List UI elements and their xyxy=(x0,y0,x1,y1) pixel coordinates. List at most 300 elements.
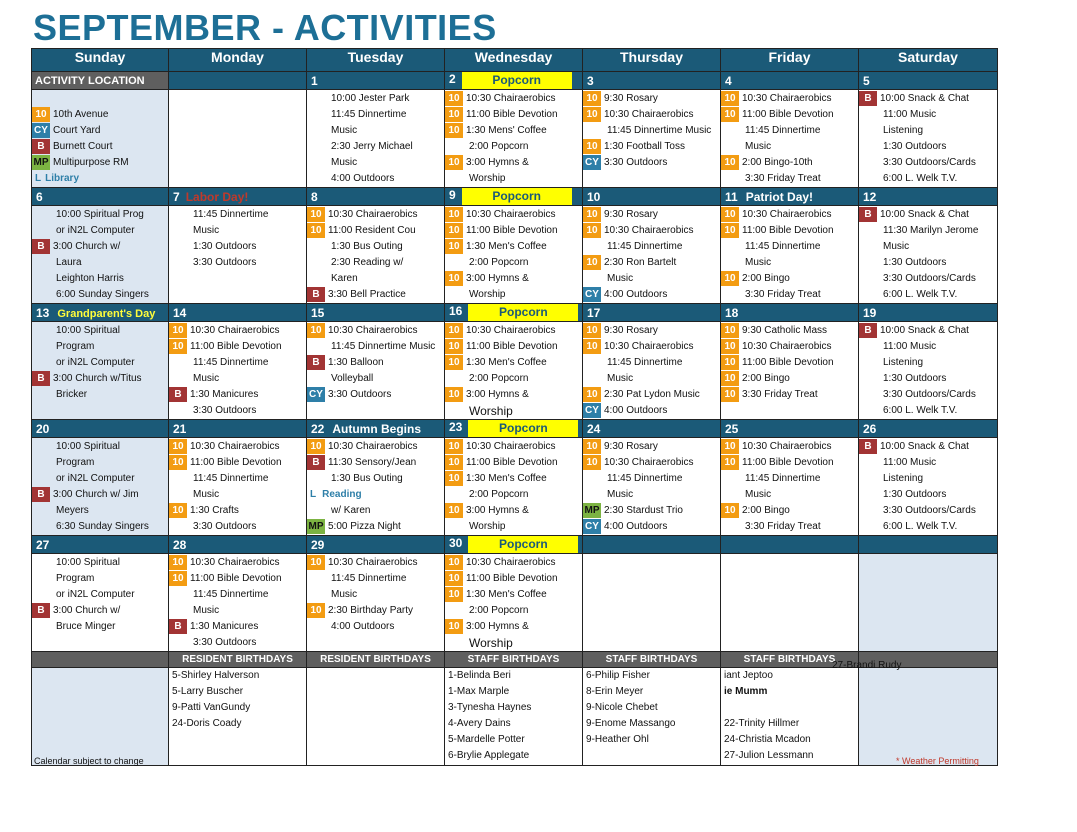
activity-item xyxy=(445,91,582,107)
date-number: 14 xyxy=(173,305,187,320)
activity-text: 10:30 Chairaerobics xyxy=(604,225,694,236)
activity-text: 11:45 Dinnertime xyxy=(745,241,821,252)
activity-text: Karen xyxy=(331,273,358,284)
activity-text: 3:00 Church w/ Jim xyxy=(53,489,139,500)
activity-item xyxy=(445,455,582,471)
activity-text: 11:45 Dinnertime xyxy=(331,109,407,120)
activity-item xyxy=(169,635,306,651)
activity-item xyxy=(445,355,582,371)
day-activities xyxy=(32,322,168,403)
activity-item xyxy=(445,619,582,635)
activity-text: 10:30 Chairaerobics xyxy=(190,557,280,568)
activity-item xyxy=(583,91,720,107)
week-body-row xyxy=(32,322,998,420)
birthday-cell xyxy=(32,668,169,766)
birthday-entry: 5-Larry Buscher xyxy=(172,686,244,697)
activity-text: Bruce Minger xyxy=(56,621,116,632)
legend-label: 10th Avenue xyxy=(53,109,109,120)
date-header xyxy=(583,420,721,438)
day-cell xyxy=(859,438,998,536)
location-tag-10: 10 xyxy=(721,339,739,354)
activity-text: 1:30 Bus Outing xyxy=(331,241,403,252)
birthday-entry: 8-Erin Meyer xyxy=(586,686,644,697)
activity-text: 2:30 Ron Bartelt xyxy=(604,257,677,268)
location-tag-b: B xyxy=(169,387,187,402)
activity-text: 11:00 Bible Devotion xyxy=(742,225,834,236)
activity-item xyxy=(445,387,582,403)
day-activities xyxy=(721,554,858,555)
activity-text: 11:00 Bible Devotion xyxy=(190,457,282,468)
activity-text: Music xyxy=(745,141,772,152)
activity-location-title: ACTIVITY LOCATION xyxy=(32,72,169,90)
activity-item xyxy=(32,439,168,455)
date-header xyxy=(32,420,169,438)
day-activities xyxy=(583,90,720,171)
activity-text: 11:45 Dinnertime Music xyxy=(331,341,436,352)
location-tag-10: 10 xyxy=(307,603,325,618)
day-cell xyxy=(169,438,307,536)
date-number: 2 xyxy=(449,72,456,86)
activity-item xyxy=(445,207,582,223)
activity-item xyxy=(859,387,997,403)
activity-item xyxy=(721,171,858,187)
day-activities xyxy=(445,206,582,303)
activity-text: Music xyxy=(745,489,772,500)
date-number: 17 xyxy=(587,305,601,320)
birthday-header xyxy=(32,652,169,668)
location-tag-b: B xyxy=(859,207,877,222)
weekday-thursday: Thursday xyxy=(583,49,721,72)
birthday-entry: ie Mumm xyxy=(724,686,768,697)
activity-item xyxy=(169,619,306,635)
day-activities xyxy=(859,322,997,419)
location-tag-10: 10 xyxy=(445,155,463,170)
activity-item xyxy=(859,403,997,419)
weekday-saturday: Saturday xyxy=(859,49,998,72)
location-tag-10: 10 xyxy=(721,387,739,402)
activity-text: 1:30 Crafts xyxy=(190,505,239,516)
activity-item xyxy=(307,107,444,123)
legend-label: Court Yard xyxy=(53,125,101,136)
location-tag-10: 10 xyxy=(445,587,463,602)
activity-text: 9:30 Rosary xyxy=(604,441,658,452)
activity-item xyxy=(445,519,582,535)
legend-item xyxy=(32,123,168,139)
activity-text: 10:00 Jester Park xyxy=(331,93,410,104)
activity-item xyxy=(721,471,858,487)
activity-item xyxy=(307,471,444,487)
activity-item xyxy=(445,471,582,487)
activity-text: 2:00 Popcorn xyxy=(469,257,529,268)
activity-text: 2:30 Birthday Party xyxy=(328,605,414,616)
day-cell xyxy=(583,322,721,420)
activity-item xyxy=(307,155,444,171)
activity-text: 1:30 Bus Outing xyxy=(331,473,403,484)
activity-text: or iN2L Computer xyxy=(56,225,135,236)
activity-item xyxy=(859,123,997,139)
day-cell xyxy=(583,90,721,188)
date-header xyxy=(445,72,583,90)
activity-text: 10:30 Chairaerobics xyxy=(604,341,694,352)
activity-item xyxy=(859,155,997,171)
birthday-header: STAFF BIRTHDAYS xyxy=(583,652,721,668)
date-header xyxy=(445,188,583,206)
activity-item xyxy=(307,323,444,339)
activity-text: 10:00 Snack & Chat xyxy=(880,441,969,452)
date-header xyxy=(445,536,583,554)
activity-text: 11:45 Dinnertime xyxy=(193,209,269,220)
activity-text: 11:00 Bible Devotion xyxy=(742,457,834,468)
activity-item xyxy=(583,455,720,471)
popcorn-banner: Popcorn xyxy=(468,536,578,553)
activity-item xyxy=(445,255,582,271)
day-activities xyxy=(583,438,720,535)
birthday-entry: 22-Trinity Hillmer xyxy=(724,718,800,729)
activity-text: 6:30 Sunday Singers xyxy=(56,521,149,532)
activity-item xyxy=(445,635,582,651)
activity-text: 3:00 Hymns & xyxy=(466,505,529,516)
activity-item xyxy=(169,323,306,339)
activity-text: 3:00 Hymns & xyxy=(466,389,529,400)
activity-item xyxy=(307,439,444,455)
location-tag-10: 10 xyxy=(721,371,739,386)
activity-item xyxy=(307,487,444,503)
activity-text: Music xyxy=(331,589,358,600)
activity-text: Listening xyxy=(883,125,924,136)
activity-item xyxy=(307,255,444,271)
location-tag-10: 10 xyxy=(445,223,463,238)
activity-item xyxy=(32,271,168,287)
location-tag-cy: CY xyxy=(32,123,50,138)
date-header xyxy=(583,536,721,554)
activity-text: or iN2L Computer xyxy=(56,589,135,600)
activity-text: 1:30 Mens' Coffee xyxy=(466,125,547,136)
activity-text: 3:30 Friday Treat xyxy=(745,521,821,532)
activity-item xyxy=(445,223,582,239)
activity-text: 1:30 Football Toss xyxy=(604,141,685,152)
activity-item xyxy=(859,207,997,223)
location-tag-10: 10 xyxy=(721,503,739,518)
activity-item xyxy=(859,139,997,155)
activity-item xyxy=(445,503,582,519)
location-tag-b: B xyxy=(859,323,877,338)
location-tag-10: 10 xyxy=(721,223,739,238)
activity-text: 3:00 Church w/ xyxy=(53,605,121,616)
day-activities xyxy=(169,206,306,271)
activity-item xyxy=(721,107,858,123)
birthday-entry: 6-Philip Fisher xyxy=(586,670,650,681)
location-tag-cy: CY xyxy=(583,155,601,170)
date-header xyxy=(583,188,721,206)
day-cell xyxy=(721,438,859,536)
activity-text: 11:45 Dinnertime xyxy=(607,241,683,252)
location-tag-b: B xyxy=(859,439,877,454)
date-number: 4 xyxy=(725,73,732,88)
day-activities xyxy=(32,438,168,535)
activity-text: 11:45 Dinnertime xyxy=(193,357,269,368)
day-activities xyxy=(445,90,582,187)
activity-text: Meyers xyxy=(56,505,89,516)
activity-text: 10:30 Chairaerobics xyxy=(328,209,418,220)
day-cell xyxy=(859,90,998,188)
day-cell xyxy=(32,438,169,536)
location-tag-10: 10 xyxy=(583,91,601,106)
location-tag-10: 10 xyxy=(721,207,739,222)
location-tag-b: B xyxy=(307,455,325,470)
date-number: 21 xyxy=(173,421,187,436)
activity-item xyxy=(721,255,858,271)
activity-item xyxy=(721,323,858,339)
activity-item xyxy=(721,271,858,287)
activity-text: 3:00 Hymns & xyxy=(466,273,529,284)
activity-text: 9:30 Rosary xyxy=(604,325,658,336)
activity-text: Worship xyxy=(469,521,506,532)
activity-item xyxy=(307,91,444,107)
activity-item xyxy=(32,339,168,355)
location-tag-10: 10 xyxy=(583,255,601,270)
activity-text: Worship xyxy=(469,173,506,184)
day-activities xyxy=(307,90,444,187)
activity-text: 10:30 Chairaerobics xyxy=(742,341,832,352)
activity-item xyxy=(859,107,997,123)
activity-item xyxy=(859,255,997,271)
activity-text: Reading xyxy=(322,489,362,500)
location-tag-10: 10 xyxy=(583,323,601,338)
location-legend xyxy=(32,90,168,187)
activity-text: 10:00 Snack & Chat xyxy=(880,325,969,336)
activity-item xyxy=(445,287,582,303)
activity-item xyxy=(32,587,168,603)
footer-note-left: Calendar subject to change xyxy=(34,756,144,766)
location-tag-10: 10 xyxy=(445,339,463,354)
location-tag-10: 10 xyxy=(445,387,463,402)
location-tag-cy: CY xyxy=(583,519,601,534)
week-body-row xyxy=(32,438,998,536)
activity-text: 10:30 Chairaerobics xyxy=(190,325,280,336)
day-activities xyxy=(583,206,720,303)
location-tag-10: 10 xyxy=(445,207,463,222)
birthday-entry: 27-Julion Lessmann xyxy=(724,750,814,761)
holiday-label: Labor Day! xyxy=(185,189,249,204)
date-number: 25 xyxy=(725,421,739,436)
location-tag-10: 10 xyxy=(445,239,463,254)
location-tag-b: B xyxy=(32,371,50,386)
activity-item xyxy=(32,355,168,371)
location-tag-10: 10 xyxy=(721,271,739,286)
birthday-entry: 6-Brylie Applegate xyxy=(448,750,530,761)
activity-item xyxy=(307,571,444,587)
date-number: 9 xyxy=(449,188,456,202)
day-cell xyxy=(445,554,583,652)
activity-item xyxy=(307,603,444,619)
activity-text: Listening xyxy=(883,473,924,484)
birthday-header: RESIDENT BIRTHDAYS xyxy=(169,652,307,668)
week-body-row xyxy=(32,206,998,304)
activity-text: 2:30 Pat Lydon Music xyxy=(604,389,700,400)
activity-item xyxy=(32,519,168,535)
activity-text: 1:30 Outdoors xyxy=(883,257,947,268)
date-number: 22 xyxy=(311,421,325,436)
activity-item xyxy=(583,355,720,371)
activity-item xyxy=(583,487,720,503)
activity-item xyxy=(169,439,306,455)
activity-text: Music xyxy=(331,157,358,168)
day-activities xyxy=(32,206,168,303)
birthday-entry: 9-Heather Ohl xyxy=(586,734,649,745)
day-activities xyxy=(583,554,720,555)
date-header xyxy=(721,304,859,322)
popcorn-banner: Popcorn xyxy=(468,304,578,321)
activity-item xyxy=(859,271,997,287)
activity-item xyxy=(583,439,720,455)
location-tag-10: 10 xyxy=(445,323,463,338)
activity-text: 10:30 Chairaerobics xyxy=(466,93,556,104)
activity-text: 10:30 Chairaerobics xyxy=(190,441,280,452)
birthday-cell xyxy=(307,668,445,766)
activity-text: 2:30 Reading w/ xyxy=(331,257,404,268)
weekday-tuesday: Tuesday xyxy=(307,49,445,72)
day-cell xyxy=(721,206,859,304)
activity-item xyxy=(583,339,720,355)
activity-text: 3:00 Hymns & xyxy=(466,157,529,168)
activity-text: 2:30 Jerry Michael xyxy=(331,141,413,152)
date-header xyxy=(721,420,859,438)
activity-text: Program xyxy=(56,457,95,468)
location-tag-b: B xyxy=(32,487,50,502)
birthday-entry: 5-Mardelle Potter xyxy=(448,734,525,745)
activity-text: Music xyxy=(607,273,634,284)
activity-text: 11:00 Bible Devotion xyxy=(466,573,558,584)
location-tag-mp: MP xyxy=(308,521,324,532)
day-cell xyxy=(307,90,445,188)
activity-text: 9:30 Rosary xyxy=(604,93,658,104)
location-tag-10: 10 xyxy=(169,323,187,338)
location-tag-b: B xyxy=(859,91,877,106)
birthday-entry: 9-Enome Massango xyxy=(586,718,676,729)
activity-item xyxy=(307,339,444,355)
location-tag-10: 10 xyxy=(445,355,463,370)
legend-label: Burnett Court xyxy=(53,141,113,152)
week-header-row xyxy=(32,536,998,554)
week-header-row xyxy=(32,304,998,322)
day-activities xyxy=(859,554,997,555)
activity-text: 4:00 Outdoors xyxy=(604,289,668,300)
activity-text: 9:30 Catholic Mass xyxy=(742,325,828,336)
location-tag-10: 10 xyxy=(721,155,739,170)
birthday-entry: 3-Tynesha Haynes xyxy=(448,702,532,713)
activity-text: Music xyxy=(193,373,220,384)
location-tag-10: 10 xyxy=(445,123,463,138)
day-activities xyxy=(859,438,997,535)
day-cell xyxy=(307,206,445,304)
activity-text: 11:30 Marilyn Jerome xyxy=(883,225,979,236)
activity-item xyxy=(721,239,858,255)
activity-text: 11:45 Dinnertime xyxy=(331,573,407,584)
activity-item xyxy=(721,123,858,139)
activity-item xyxy=(721,439,858,455)
activity-item xyxy=(445,555,582,571)
activity-text: 10:30 Chairaerobics xyxy=(328,557,418,568)
activity-item xyxy=(169,403,306,419)
activity-item xyxy=(307,587,444,603)
date-header xyxy=(169,536,307,554)
date-header xyxy=(583,304,721,322)
birthday-cell xyxy=(583,668,721,766)
activity-text: Music xyxy=(607,489,634,500)
birthday-cell xyxy=(859,668,998,766)
activity-item xyxy=(721,339,858,355)
activity-item xyxy=(583,287,720,303)
library-tag: L xyxy=(310,489,317,500)
activity-item xyxy=(859,223,997,239)
legend-label: Library xyxy=(45,173,80,184)
activity-text: 2:00 Bingo xyxy=(742,505,790,516)
activity-item xyxy=(445,587,582,603)
activity-item xyxy=(859,455,997,471)
overflow-birthday: 27-Brandi Rudy xyxy=(832,660,902,671)
date-number: 20 xyxy=(36,421,50,436)
activity-item xyxy=(721,155,858,171)
activity-text: 3:30 Friday Treat xyxy=(742,389,818,400)
activity-item xyxy=(32,619,168,635)
location-tag-mp: MP xyxy=(584,505,600,516)
activity-item xyxy=(307,171,444,187)
date-header xyxy=(169,72,307,90)
location-tag-10: 10 xyxy=(721,439,739,454)
day-activities xyxy=(307,322,444,403)
location-tag-10: 10 xyxy=(445,555,463,570)
activity-text: 2:00 Popcorn xyxy=(469,141,529,152)
location-tag-10: 10 xyxy=(721,323,739,338)
birthday-cell xyxy=(169,668,307,766)
date-number: 10 xyxy=(587,189,601,204)
activity-text: Bricker xyxy=(56,389,88,400)
location-tag-b: B xyxy=(32,603,50,618)
activity-text: 1:30 Outdoors xyxy=(883,141,947,152)
activity-text: 11:00 Bible Devotion xyxy=(466,225,558,236)
activity-text: 11:45 Dinnertime xyxy=(193,473,269,484)
day-activities xyxy=(721,90,858,187)
day-activities xyxy=(169,554,306,651)
date-header xyxy=(169,188,307,206)
calendar-table xyxy=(31,48,998,766)
activity-item xyxy=(721,455,858,471)
activity-item xyxy=(32,239,168,255)
location-tag-b: B xyxy=(307,287,325,302)
day-activities xyxy=(445,554,582,651)
activity-item xyxy=(721,207,858,223)
birthday-entry: 1-Max Marple xyxy=(448,686,510,697)
activity-item xyxy=(583,519,720,535)
location-tag-10: 10 xyxy=(445,91,463,106)
week-body-row xyxy=(32,554,998,652)
activity-item xyxy=(583,403,720,419)
location-tag-b: B xyxy=(307,355,325,370)
day-cell xyxy=(583,554,721,652)
date-header xyxy=(169,304,307,322)
activity-item xyxy=(307,455,444,471)
activity-item xyxy=(721,519,858,535)
activity-item xyxy=(721,91,858,107)
activity-text: 11:00 Music xyxy=(883,109,937,120)
activity-item xyxy=(32,571,168,587)
activity-item xyxy=(445,571,582,587)
activity-item xyxy=(859,355,997,371)
legend-item xyxy=(32,139,168,155)
birthday-entry xyxy=(721,700,858,716)
date-header xyxy=(169,420,307,438)
location-tag-10: 10 xyxy=(583,439,601,454)
